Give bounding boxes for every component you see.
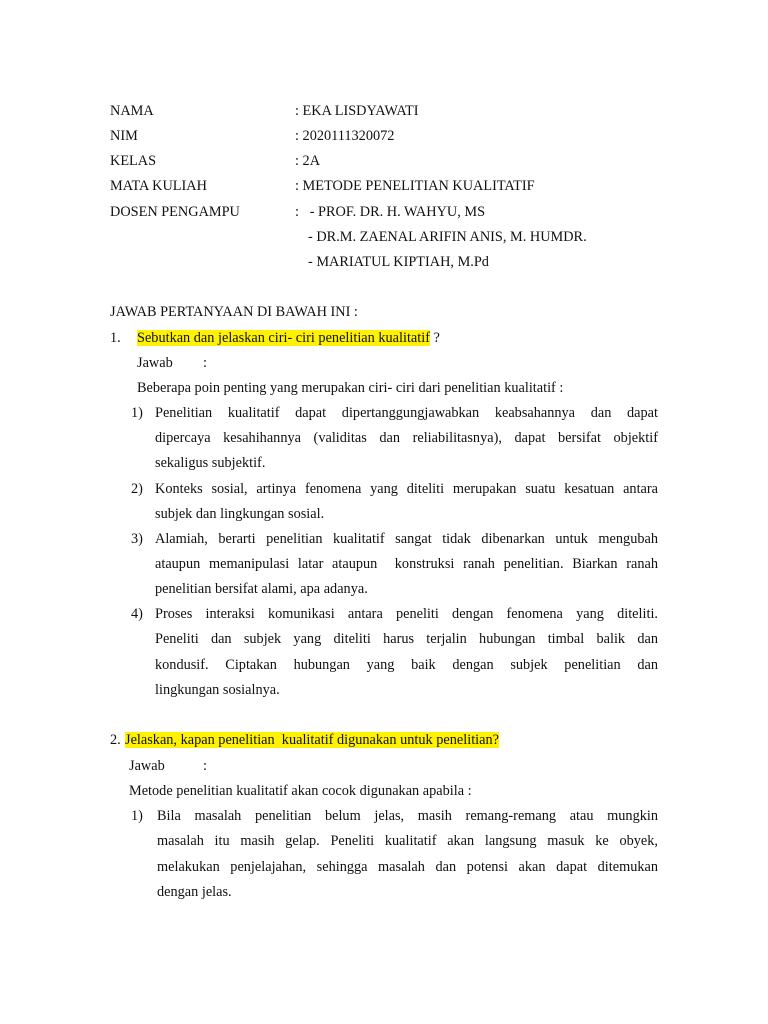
q1-item-4-line-4: lingkungan sosialnya. [155,682,280,698]
question-2-number: 2. [110,732,121,748]
value-kelas: : 2A [295,153,321,169]
question-2-text [125,728,499,753]
question-1-number: 1. [110,330,121,346]
q1-item-2-number: 2) [131,481,143,497]
q2-jawab-label: Jawab [129,758,165,774]
q1-item-3-line-3: penelitian bersifat alami, apa adanya. [155,581,368,597]
q2-item-1-line-2: masalah itu masih gelap. Peneliti kualitatif akan langsung masuk ke obyek, [157,833,658,849]
q1-item-4-line-1: Proses interaksi komunikasi antara peneliti dengan fenomena yang diteliti. [155,606,658,622]
label-kelas: KELAS [110,153,157,169]
q1-item-1-number: 1) [131,405,143,421]
value-dosen-pengampu: : - PROF. DR. H. WAHYU, MS [295,204,486,220]
question-2-highlight: Jelaskan, kapan penelitian kualitatif digunakan untuk penelitian? [125,732,499,748]
q1-intro: Beberapa poin penting yang merupakan ciri- ciri dari penelitian kualitatif : [137,380,564,396]
q1-jawab-label: Jawab [137,355,173,371]
q1-item-4-line-3: kondusif. Ciptakan hubungan yang baik dengan subjek penelitian dan [155,657,658,673]
q1-item-4-line-2: Peneliti dan subjek yang diteliti harus terjalin hubungan timbal balik dan [155,631,658,647]
q1-item-4-number: 4) [131,606,143,622]
q2-item-1-line-4: dengan jelas. [157,884,232,900]
q1-item-1-line-2: dipercaya kesahihannya (validitas dan reliabilitasnya), dapat bersifat objektif [155,430,658,446]
label-nama: NAMA [110,103,154,119]
q1-item-1-line-3: sekaligus subjektif. [155,455,266,471]
q1-item-2-line-2: subjek dan lingkungan sosial. [155,506,325,522]
label-nim: NIM [110,128,138,144]
q1-item-3-line-1: Alamiah, berarti penelitian kualitatif sangat tidak dibenarkan untuk mengubah [155,531,658,547]
q1-item-1-line-1: Penelitian kualitatif dapat dipertanggungjawabkan keabsahannya dan dapat [155,405,658,421]
q1-item-3-number: 3) [131,531,143,547]
q2-jawab-colon: : [203,758,207,774]
q1-jawab-colon: : [203,355,207,371]
q1-item-3-line-2: ataupun memanipulasi latar ataupun konstruksi ranah penelitian. Biarkan ranah [155,556,658,572]
q2-item-1-line-1: Bila masalah penelitian belum jelas, masih remang-remang atau mungkin [157,808,658,824]
value-dosen-2: - DR.M. ZAENAL ARIFIN ANIS, M. HUMDR. [308,229,587,245]
question-1-text [137,326,440,351]
question-1-suffix: ? [429,330,440,346]
q2-intro: Metode penelitian kualitatif akan cocok digunakan apabila : [129,783,472,799]
instruction-heading: JAWAB PERTANYAAN DI BAWAH INI : [110,304,358,320]
value-nim: : 2020111320072 [295,128,395,144]
value-nama: : EKA LISDYAWATI [295,103,419,119]
q2-item-1-number: 1) [131,808,143,824]
q1-item-2-line-1: Konteks sosial, artinya fenomena yang diteliti merupakan suatu kesatuan antara [155,481,658,497]
label-mata-kuliah: MATA KULIAH [110,178,207,194]
value-mata-kuliah: : METODE PENELITIAN KUALITATIF [295,178,535,194]
question-1-highlight: Sebutkan dan jelaskan ciri- ciri penelitian kualitatif [137,330,430,346]
label-dosen-pengampu: DOSEN PENGAMPU [110,204,240,220]
value-dosen-3: - MARIATUL KIPTIAH, M.Pd [308,254,489,270]
q2-item-1-line-3: melakukan penjelajahan, sehingga masalah dan potensi akan dapat ditemukan [157,859,658,875]
